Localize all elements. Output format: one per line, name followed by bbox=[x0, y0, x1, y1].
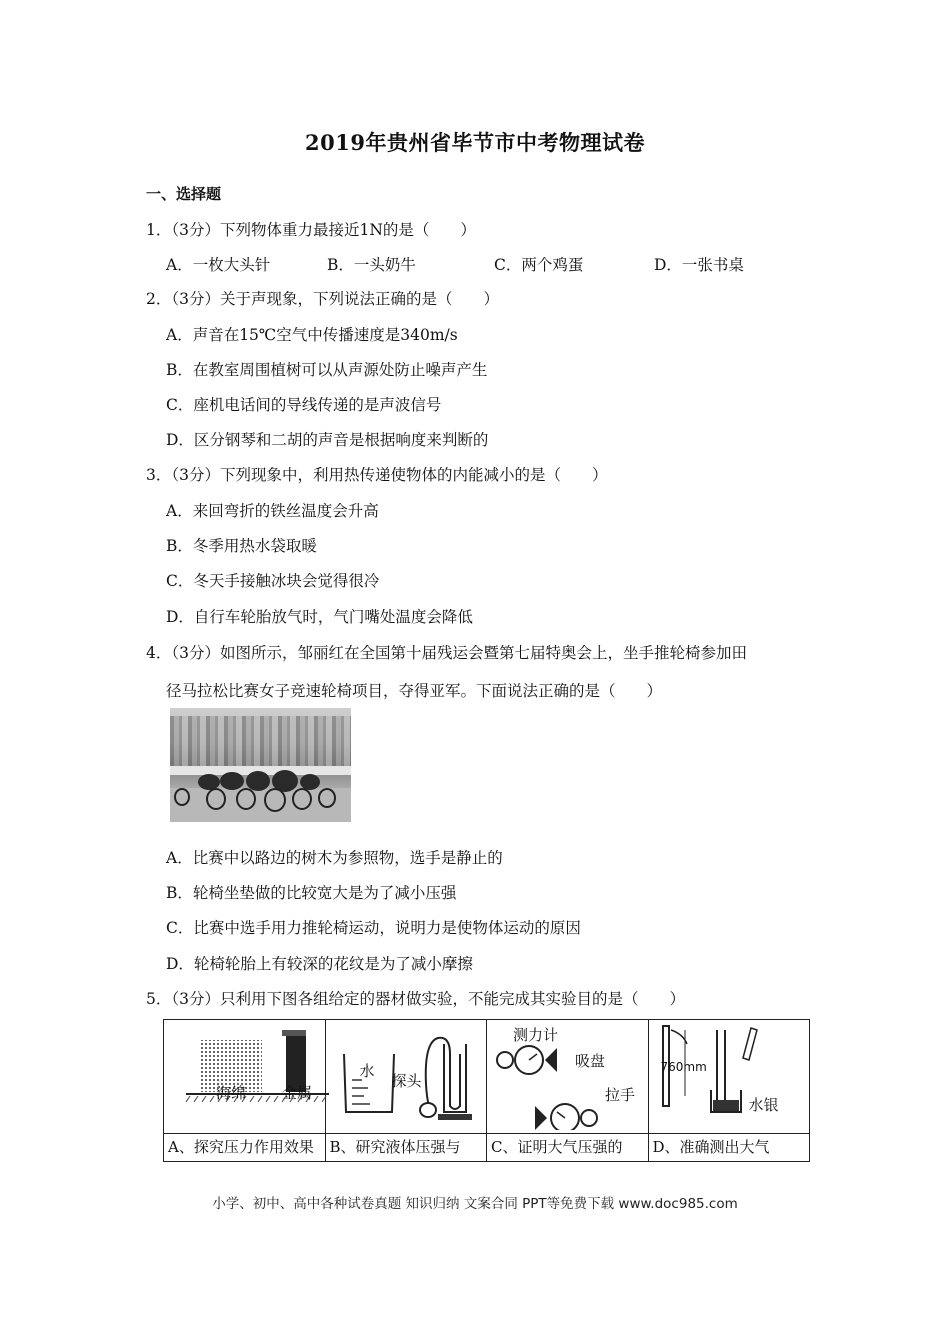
q5-caption-c: C、证明大气压强的 bbox=[487, 1134, 649, 1162]
question-5-stem: 5．（3分）只利用下图各组给定的器材做实验，不能完成其实验目的是（ ） bbox=[146, 990, 685, 1008]
q4-option-d: D．轮椅轮胎上有较深的花纹是为了减小摩擦 bbox=[166, 955, 473, 973]
question-4-stem-line2: 径马拉松比赛女子竞速轮椅项目，夺得亚军。下面说法正确的是（ ） bbox=[166, 682, 663, 700]
q2-option-b: B．在教室周围植树可以从声源处防止噪声产生 bbox=[166, 361, 488, 379]
question-3-stem: 3．（3分）下列现象中，利用热传递使物体的内能减小的是（ ） bbox=[146, 466, 608, 484]
q5-figure-b bbox=[325, 1020, 487, 1134]
q2-option-d: D．区分钢琴和二胡的声音是根据响度来判断的 bbox=[166, 431, 489, 449]
metal-label: 金属 bbox=[282, 1084, 313, 1102]
q5-figure-a bbox=[164, 1020, 326, 1134]
sponge-metal-diagram bbox=[164, 1026, 340, 1106]
q4-option-b: B．轮椅坐垫做的比较宽大是为了减小压强 bbox=[166, 884, 457, 902]
q1-option-d: D．一张书桌 bbox=[654, 256, 744, 274]
q4-option-c: C．比赛中选手用力推轮椅运动，说明力是使物体运动的原因 bbox=[166, 919, 581, 937]
q3-option-b: B．冬季用热水袋取暖 bbox=[166, 537, 317, 555]
exam-title: 2019年贵州省毕节市中考物理试卷 bbox=[305, 130, 645, 155]
wheelchair-race-photo bbox=[170, 708, 351, 822]
q3-option-d: D．自行车轮胎放气时，气门嘴处温度会降低 bbox=[166, 608, 473, 626]
question-4-stem-line1: 4．（3分）如图所示，邹丽红在全国第十届残运会暨第七届特奥会上，坐手推轮椅参加田 bbox=[146, 644, 747, 662]
water-label: 水 bbox=[359, 1062, 375, 1080]
question-2-stem: 2．（3分）关于声现象，下列说法正确的是（ ） bbox=[146, 290, 499, 308]
q4-option-a: A．比赛中以路边的树木为参照物，选手是静止的 bbox=[166, 849, 503, 867]
q5-caption-a: A、探究压力作用效果 bbox=[164, 1134, 326, 1162]
q5-caption-d: D、准确测出大气 bbox=[648, 1134, 810, 1162]
spring-scale-label: 测力计 bbox=[513, 1026, 559, 1044]
q3-option-c: C．冬天手接触冰块会觉得很冷 bbox=[166, 572, 380, 590]
q2-option-a: A．声音在15℃空气中传播速度是340m/s bbox=[166, 326, 458, 344]
sponge-label: 海绵 bbox=[216, 1084, 247, 1102]
suction-cup-label: 吸盘 bbox=[575, 1052, 606, 1070]
question-1-stem: 1．（3分）下列物体重力最接近1N的是（ ） bbox=[146, 221, 476, 239]
handle-label: 拉手 bbox=[605, 1086, 636, 1104]
q5-figure-c bbox=[487, 1020, 649, 1134]
q1-option-a: A．一枚大头针 bbox=[166, 256, 271, 274]
page-footer: 小学、初中、高中各种试卷真题 知识归纳 文案合同 PPT等免费下载 www.doc985.com bbox=[212, 1196, 738, 1212]
q1-option-c: C．两个鸡蛋 bbox=[494, 256, 584, 274]
mercury-height-label: 760mm bbox=[660, 1060, 707, 1074]
q1-option-b: B．一头奶牛 bbox=[327, 256, 416, 274]
mercury-label: 水银 bbox=[748, 1096, 779, 1114]
probe-label: 探头 bbox=[391, 1072, 422, 1090]
q3-option-a: A．来回弯折的铁丝温度会升高 bbox=[166, 502, 379, 520]
section-heading: 一、选择题 bbox=[146, 185, 222, 203]
q5-caption-b: B、研究液体压强与 bbox=[325, 1134, 487, 1162]
q5-figure-d bbox=[648, 1020, 810, 1134]
q5-figure-table bbox=[163, 1019, 810, 1162]
q2-option-c: C．座机电话间的导线传递的是声波信号 bbox=[166, 396, 442, 414]
